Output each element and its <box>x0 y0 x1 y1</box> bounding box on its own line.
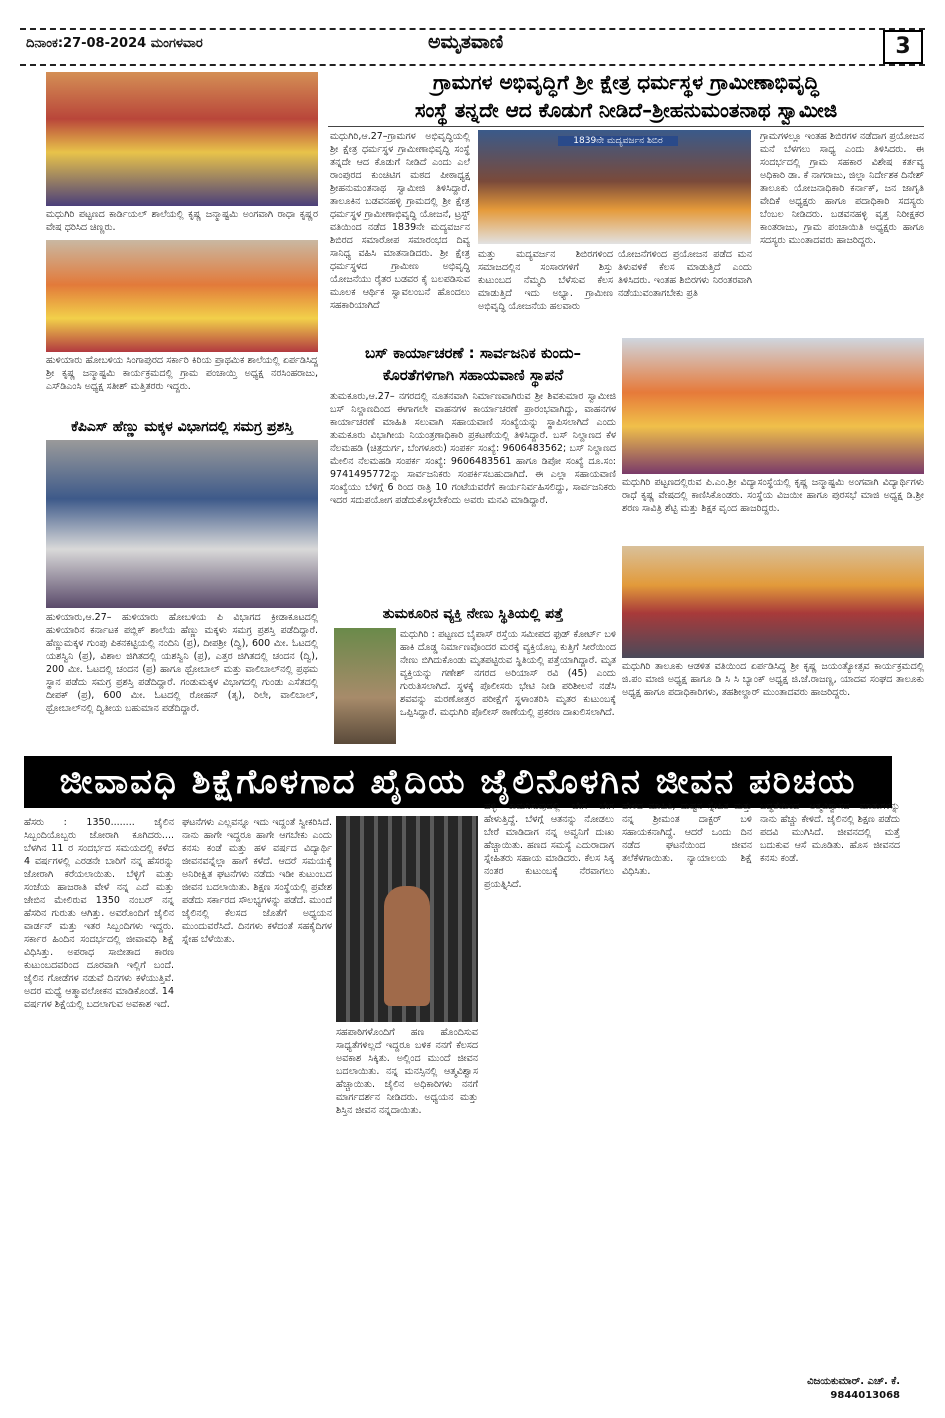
caption-krishna-2: ಹುಳಿಯಾರು ಹೋಬಳಿಯ ಸಿಂಗಾಪುರದ ಸರ್ಕಾರಿ ಕಿರಿಯ ಪ್ರಾಥಮಿಕ ಶಾಲೆಯಲ್ಲಿ ಏರ್ಪಡಿಸಿದ್ದ ಶ್ರೀ ಕೃಷ್ಣ ಜನ್ಮಾಷ್ಟಮಿ ಕಾರ್ಯಕ್ರಮದಲ್ಲಿ ಗ್ರಾಮ ಪಂಚಾಯ್ತಿ ಅಧ್ಯಕ್ಷ ನರಸಿಂಹರಾಜು, ಎಸ್‌ಡಿಎಂಸಿ ಅಧ್ಯಕ್ಷ ಸತೀಶ್ ಮತ್ತಿತರರು ಇದ್ದರು. <box>46 355 318 392</box>
headline-main-line1: ಗ್ರಾಮಗಳ ಅಭಿವೃದ್ಧಿಗೆ ಶ್ರೀ ಕ್ಷೇತ್ರ ಧರ್ಮಸ್ಥಳ ಗ್ರಾಮೀಣಾಭಿವೃದ್ಧಿ <box>433 70 819 94</box>
main-story-col3: ಯೋಜನೆಗಳಿಂದ ಪ್ರಯೋಜನ ಪಡೆದ ಮನ ತಿಳುವಳಿಕೆ ಕೆಲಸ ಮಾಡುತ್ತಿದೆ ಎಂದು ತಿಳಿಸಿದರು. ಇಂತಹ ಶಿಬಿರಗಳು ನಿರಂತರವಾಗಿ ನಡೆಯುವಂತಾಗಬೇಕು ಪ್ರತಿ <box>618 249 752 299</box>
photo-krishna-children-2 <box>46 240 318 352</box>
text-bus-helpline: ತುಮಕೂರು,ಆ.27– ನಗರದಲ್ಲಿ ನೂತನವಾಗಿ ನಿರ್ಮಾಣವಾಗಿರುವ ಶ್ರೀ ಶಿವಕುಮಾರ ಸ್ವಾಮೀಜಿ ಬಸ್ ನಿಲ್ದಾಣದಿಂದ ಈಗಾಗಲೇ ವಾಹನಗಳ ಕಾರ್ಯಾಚರಣೆ ಪ್ರಾರಂಭವಾಗಿದ್ದು, ವಾಹನಗಳ ಕಾರ್ಯಾಚರಣೆ ಮಾಹಿತಿ ಸಲುವಾಗಿ ಸಹಾಯವಾಣಿ ಸಂಖ್ಯೆಯನ್ನು ಸ್ಥಾಪಿಸಲಾಗಿದೆ ಎಂದು ತುಮಕೂರು ವಿಭಾಗೀಯ ನಿಯಂತ್ರಣಾಧಿಕಾರಿ ಪ್ರಕಟಣೆಯಲ್ಲಿ ತಿಳಿಸಿದ್ದಾರೆ. ಬಸ್ ನಿಲ್ದಾಣದ ಕೆಳ ನೆಲಮಹಡಿ (ಚಿತ್ರದುರ್ಗ, ಬೆಂಗಳೂರು) ಸಂಪರ್ಕ ಸಂಖ್ಯೆ: 9606483562; ಬಸ್ ನಿಲ್ದಾಣದ ಮೇಲಿನ ನೆಲಮಹಡಿ ಸಂಪರ್ಕ ಸಂಖ್ಯೆ: 9606483561 ಹಾಗೂ ಡಿಪೋ ಸಂಖ್ಯೆ ದೂ.ಸಂ: 9741495772ನ್ನು ಸಾರ್ವಜನಿಕರು ಸಂಪರ್ಕಿಸಬಹುದಾಗಿದೆ. ಈ ಎಲ್ಲಾ ಸಹಾಯವಾಣಿ ಸಂಖ್ಯೆಯು ಬೆಳಿಗ್ಗೆ 6 ರಿಂದ ರಾತ್ರಿ 10 ಗಂಟೆಯವರೆಗೆ ಕಾರ್ಯನಿರ್ವಹಿಸಲಿದ್ದು, ಸಾರ್ವಜನಿಕರು ಇದರ ಸದುಪಯೋಗ ಪಡೆದುಕೊಳ್ಳಬೇಕೆಂದು ಅವರು ಮನವಿ ಮಾಡಿದ್ದಾರೆ. <box>330 391 616 506</box>
prison-col5: ಹೇಳಿದ ಮಾಹಿತಿ, ದುಷ್ಟನ ಸ್ನೇಹಿತ ಮತ್ತು ನನ್ನ ಶ್ರೀಮಂತ ದಾಕ್ಟರ್ ಬಳಿ ಸಹಾಯಕನಾಗಿದ್ದೆ. ಆದರೆ ಒಂದು ದಿನ ನಡೆದ ಘಟನೆಯಿಂದ ಜೀವನ ತಲೆಕೆಳಗಾಯಿತು. ನ್ಯಾಯಾಲಯ ಶಿಕ್ಷೆ ವಿಧಿಸಿತು. <box>622 801 752 877</box>
prison-col6: ಬದ್ಧತೆಯಿಂದ ಆತ್ಮವಿಶ್ವಾಸದ ಮಾತುಗಳನ್ನು ನಾನು ಹೆಚ್ಚು ಕೇಳಿದೆ. ಜೈಲಿನಲ್ಲಿ ಶಿಕ್ಷಣ ಪಡೆದು ಪದವಿ ಮುಗಿಸಿದೆ. ಜೀವನದಲ್ಲಿ ಮತ್ತೆ ಬದುಕುವ ಆಸೆ ಮೂಡಿತು. ಹೊಸ ಜೀವನದ ಕನಸು ಕಂಡೆ. <box>760 801 900 864</box>
date-line: ದಿನಾಂಕ:27-08-2024 ಮಂಗಳವಾರ <box>26 36 203 51</box>
caption-krishna-jayanti: ಮಧುಗಿರಿ ತಾಲೂಕು ಆಡಳಿತ ವತಿಯಿಂದ ಏರ್ಪಡಿಸಿದ್ದ ಶ್ರೀ ಕೃಷ್ಣ ಜಯಂತ್ಯೋತ್ಸವ ಕಾರ್ಯಕ್ರಮದಲ್ಲಿ ಜಿ.ಪಂ ಮಾಜಿ ಅಧ್ಯಕ್ಷ ಹಾಗೂ ಡಿ ಸಿ ಸಿ ಬ್ಯಾಂಕ್ ಅಧ್ಯಕ್ಷ ಜಿ.ಜೆ.ರಾಜಣ್ಣ, ಯಾದವ ಸಂಘದ ತಾಲೂಕು ಅಧ್ಯಕ್ಷ ಹಾಗೂ ಪದಾಧಿಕಾರಿಗಳು, ತಹಶೀಲ್ದಾರ್ ಮುಂತಾದವರು ಹಾಜರಿದ್ದರು. <box>622 661 924 698</box>
photo-tumkur <box>334 628 396 744</box>
prison-col4: ಹಳ್ಳಿ ಕಾಮನಿಸುವುದಲ್ಲಿ ಬೇಗ ಬೇಗ ಹೇಳುತ್ತಿದ್ದೆ. ಬೆಳಗ್ಗೆ ಆತನನ್ನು ನೋಡಲು ಬೇರೆ ಮಾಡಿದಾಗ ನನ್ನ ಅವ್ವನಿಗೆ ದುಃಖ ಹೆಚ್ಚಾಯಿತು. ಹಣದ ಸಮಸ್ಯೆ ಎದುರಾದಾಗ ಸ್ನೇಹಿತರು ಸಹಾಯ ಮಾಡಿದರು. ಕೆಲಸ ಸಿಕ್ಕ ನಂತರ ಕುಟುಂಬಕ್ಕೆ ನೆರವಾಗಲು ಪ್ರಯತ್ನಿಸಿದೆ. <box>484 801 614 890</box>
photo-kps-students <box>46 440 318 608</box>
byline-name: ವಿಜಯಕುಮಾರ್. ಎಚ್. ಕೆ. <box>807 1376 900 1387</box>
photo-prisoner-bars <box>336 816 478 1022</box>
main-story-col2: ಮತ್ತು ಮದ್ಯವರ್ಜನ ಶಿಬಿರಗಳಿಂದ ಸಮಾಜದಲ್ಲಿನ ಸಂಸಾರಗಳಿಗೆ ಶಿಸ್ತು ಕುಟುಂಬದ ನೆಮ್ಮದಿ ಬೆಳೆಸುವ ಕೆಲಸ ಮಾಡುತ್ತಿದೆ ಇದು ಅಭ್ಯಾ. ಗ್ರಾಮೀಣ ಅಭಿವೃದ್ಧಿ ಯೋಜನೆಯ ಹಲವಾರು <box>478 249 613 312</box>
paper-name: ಅಮೃತವಾಣಿ <box>428 31 504 53</box>
main-story-col1: ಮಧುಗಿರಿ,ಆ.27–ಗ್ರಾಮಗಳ ಅಭಿವೃದ್ಧಿಯಲ್ಲಿ ಶ್ರೀ ಕ್ಷೇತ್ರ ಧರ್ಮಸ್ಥಳ ಗ್ರಾಮೀಣಾಭಿವೃದ್ಧಿ ಸಂಸ್ಥೆ ತನ್ನದೇ ಆದ ಕೊಡುಗೆ ನೀಡಿದೆ ಎಂದು ಎಲೆ ರಾಂಪುರದ ಕುಂಚಿಟಿಗ ಮಠದ ಪೀಠಾಧ್ಯಕ್ಷ ಶ್ರೀಹನುಮಂತನಾಥ ಸ್ವಾಮೀಜಿ ತಿಳಿಸಿದ್ದಾರೆ. ತಾಲೂಕಿನ ಬಡವನಹಳ್ಳಿ ಗ್ರಾಮದಲ್ಲಿ ಶ್ರೀ ಕ್ಷೇತ್ರ ಧರ್ಮಸ್ಥಳ ಗ್ರಾಮೀಣಾಭಿವೃದ್ಧಿ ಯೋಜನೆ, ಟ್ರಸ್ಟ್ ವತಿಯಿಂದ ನಡೆದ 1839ನೇ ಮದ್ಯವರ್ಜನ ಶಿಬಿರದ ಸಮಾರೋಪ ಸಮಾರಂಭದ ದಿವ್ಯ ಸಾನಿಧ್ಯ ವಹಿಸಿ ಮಾತನಾಡಿದರು. ಶ್ರೀ ಕ್ಷೇತ್ರ ಧರ್ಮಸ್ಥಳದ ಗ್ರಾಮೀಣ ಅಭಿವೃದ್ಧಿ ಯೋಜನೆಯು ರೈತರ ಬಡವರ ಕೈ ಬಲಪಡಿಸುವ ಮೂಲಕ ಆರ್ಥಿಕ ಸ್ವಾವಲಂಬನೆ ಹೊಂದಲು ಸಹಕಾರಿಯಾಗಿದೆ <box>330 131 470 311</box>
text-kps-prize: ಹುಳಿಯಾರು,ಆ.27– ಹುಳಿಯಾರು ಹೋಬಳಿಯ ಪಿ ವಿಭಾಗದ ಕ್ರೀಡಾಕೂಟದಲ್ಲಿ ಹುಳಿಯಾರಿನ ಕರ್ನಾಟಕ ಪಬ್ಲಿಕ್ ಶಾಲೆಯ ಹೆಣ್ಣು ಮಕ್ಕಳು ಸಮಗ್ರ ಪ್ರಶಸ್ತಿ ಪಡೆದಿದ್ದಾರೆ. ಹೆಣ್ಣುಮಕ್ಕಳ ಗುಂಪು ಪಿಕನಕಟ್ಟಿಯಲ್ಲಿ ನಂದಿನಿ (ಪ್ರ), ದೀಪಶ್ರೀ (ದ್ವಿ), 600 ಮೀ. ಓಟದಲ್ಲಿ ಯಶಸ್ವಿನಿ (ಪ್ರ), ವಿಶಾಲ ಜಿಗಿತದಲ್ಲಿ ಯಶಸ್ವಿನಿ (ಪ್ರ), ಎತ್ತರ ಜಿಗಿತದಲ್ಲಿ ಚಂದನ (ದ್ವಿ), 200 ಮೀ. ಓಟದಲ್ಲಿ ಚಂದನ (ಪ್ರ) ಹಾಗೂ ಥ್ರೋಬಾಲ್ ಮತ್ತು ವಾಲಿಬಾಲ್‌ನಲ್ಲಿ ಪ್ರಥಮ ಸ್ಥಾನ ಪಡೆದು ಸಮಗ್ರ ಪ್ರಶಸ್ತಿ ಪಡೆದಿದ್ದಾರೆ. ಗಂಡುಮಕ್ಕಳ ವಿಭಾಗದಲ್ಲಿ ಗುಂಡು ಎಸೆತದಲ್ಲಿ ದೀಪಕ್ (ಪ್ರ), 600 ಮೀ. ಓಟದಲ್ಲಿ ರೋಹನ್ (ತೃ), ರಿಲೇ, ವಾಲಿಬಾಲ್, ಥ್ರೋಬಾಲ್‌ನಲ್ಲಿ ದ್ವಿತೀಯ ಬಹುಮಾನ ಪಡೆದಿದ್ದಾರೆ. <box>46 612 318 714</box>
photo-banner-text: 1839ನೇ ಮದ್ಯವರ್ಜನ ಶಿಬಿರ <box>558 136 678 146</box>
byline-phone: 9844013068 <box>830 1390 900 1401</box>
headline-bus-line2: ಕೊರತೆಗಳಿಗಾಗಿ ಸಹಾಯವಾಣಿ ಸ್ಥಾಪನೆ <box>382 366 564 384</box>
page-number: 3 <box>883 30 923 64</box>
photo-krishna-children-1 <box>46 72 318 206</box>
caption-krishna-1: ಮಧುಗಿರಿ ಪಟ್ಟಣದ ಕಾರ್ಡಿಯಲ್ ಶಾಲೆಯಲ್ಲಿ ಕೃಷ್ಣ ಜನ್ಮಾಷ್ಟಮಿ ಅಂಗವಾಗಿ ರಾಧಾ ಕೃಷ್ಣರ ವೇಷ ಧರಿಸಿದ ಚಿಣ್ಣರು. <box>46 209 318 233</box>
prisoner-figure <box>384 886 430 1006</box>
prison-story-banner: ಜೀವಾವಧಿ ಶಿಕ್ಷೆಗೊಳಗಾದ ಖೈದಿಯ ಜೈಲಿನೊಳಗಿನ ಜೀವನ ಪರಿಚಯ <box>24 756 892 808</box>
headline-kps-prize: ಕೆಪಿಎಸ್ ಹೆಣ್ಣು ಮಕ್ಕಳ ವಿಭಾಗದಲ್ಲಿ ಸಮಗ್ರ ಪ್ರಶಸ್ತಿ <box>71 419 293 435</box>
photo-pmshri-krishna <box>622 338 924 474</box>
main-story-col4: ಗ್ರಾಮಗಳಲ್ಲೂ ಇಂತಹ ಶಿಬಿರಗಳ ನಡೆದಾಗ ಪ್ರಯೋಜನ ಮನೆ ಬೆಳಗಲು ಸಾಧ್ಯ ಎಂದು ತಿಳಿಸಿದರು. ಈ ಸಂದರ್ಭದಲ್ಲಿ ಗ್ರಾಮ ಸಹಕಾರ ವಿಶೇಷ ಕರ್ತವ್ಯ ಅಧಿಕಾರಿ ಡಾ. ಕೆ ನಾಗರಾಜು, ಜಿಲ್ಲಾ ನಿರ್ದೇಶಕ ದಿನೇಶ್ ತಾಲೂಕು ಯೋಜನಾಧಿಕಾರಿ ಕರ್ನಾಕ್, ಜನ ಜಾಗೃತಿ ವೇದಿಕೆ ಅಧ್ಯಕ್ಷರು ಹಾಗೂ ಪದಾಧಿಕಾರಿ ಸದಸ್ಯರು ಬೆಂಬಲ ನೀಡಿದರು. ಬಡವನಹಳ್ಳಿ ವೃತ್ತ ನಿರೀಕ್ಷಕರ ಕಾಂತರಾಜು, ಗ್ರಾಮ ಪಂಚಾಯಿತಿ ಅಧ್ಯಕ್ಷರು ಹಾಗೂ ಸದಸ್ಯರು ಮುಂತಾದವರು ಹಾಜರಿದ್ದರು. <box>760 131 924 246</box>
headline-tumkur: ತುಮಕೂರಿನ ವ್ಯಕ್ತಿ ನೇಣು ಸ್ಥಿತಿಯಲ್ಲಿ ಪತ್ತೆ <box>382 606 564 622</box>
text-tumkur: ಮಧುಗಿರಿ : ಪಟ್ಟಣದ ಬೈಪಾಸ್ ರಸ್ತೆಯ ಸಮೀಪದ ಫುಡ್ ಕೋರ್ಟ್ ಬಳಿ ಹಾಕಿ ದೊಡ್ಡ ನಿರ್ಮಾಣವೊಂದರ ಮರಕ್ಕೆ ವ್ಯಕ್ತಿಯೊಬ್ಬ ಕುತ್ತಿಗೆ ಸೀರೆಯಿಂದ ನೇಣು ಬಿಗಿದುಕೊಂಡು ಮೃತಪಟ್ಟಿರುವ ಸ್ಥಿತಿಯಲ್ಲಿ ಪತ್ತೆಯಾಗಿದ್ದಾರೆ. ಮೃತ ವ್ಯಕ್ತಿಯನ್ನು ಗಣೇಶ್ ನಗರದ ಅರಿಯಾಸ್ ರವಿ (45) ಎಂದು ಗುರುತಿಸಲಾಗಿದೆ. ಸ್ಥಳಕ್ಕೆ ಪೊಲೀಸರು ಭೇಟಿ ನೀಡಿ ಪರಿಶೀಲನೆ ನಡೆಸಿ ಶವವನ್ನು ಮರಣೋತ್ತರ ಪರೀಕ್ಷೆಗೆ ಸ್ಥಳಾಂತರಿಸಿ ಮೃತರ ಕುಟುಂಬಕ್ಕೆ ಒಪ್ಪಿಸಿದ್ದಾರೆ. ಮಧುಗಿರಿ ಪೊಲೀಸ್ ಠಾಣೆಯಲ್ಲಿ ಪ್ರಕರಣ ದಾಖಲಿಸಲಾಗಿದೆ. <box>400 629 616 718</box>
caption-pmshri: ಮಧುಗಿರಿ ಪಟ್ಟಣದಲ್ಲಿರುವ ಪಿ.ಎಂ.ಶ್ರೀ ವಿದ್ಯಾಸಂಸ್ಥೆಯಲ್ಲಿ ಕೃಷ್ಣ ಜನ್ಮಾಷ್ಟಮಿ ಅಂಗವಾಗಿ ವಿದ್ಯಾರ್ಥಿಗಳು ರಾಧೆ ಕೃಷ್ಣ ವೇಷದಲ್ಲಿ ಕಾಣಿಸಿಕೊಂಡರು. ಸಂಸ್ಥೆಯ ವಿಜಯೀ ಹಾಗೂ ಪುರಸಭೆ ಮಾಜಿ ಅಧ್ಯಕ್ಷ ಡಿ.ಶ್ರೀ ಶರಣ ಸಾವಿತ್ರಿ ಶೆಟ್ಟಿ ಮತ್ತು ಶಿಕ್ಷಕ ವೃಂದ ಹಾಜರಿದ್ದರು. <box>622 477 924 514</box>
photo-krishna-jayanti <box>622 546 924 658</box>
divider <box>328 126 924 127</box>
prison-col3: ಸಹಪಾಠಿಗಳೊಂದಿಗೆ ಹಣ ಹೊಂದಿಸುವ ಸಾಧ್ಯತೆಗಳಿಲ್ಲದೆ ಇದ್ದರೂ ಬಳಿಕ ನನಗೆ ಕೆಲಸದ ಅವಕಾಶ ಸಿಕ್ಕಿತು. ಅಲ್ಲಿಂದ ಮುಂದೆ ಜೀವನ ಬದಲಾಯಿತು. ನನ್ನ ಮನಸ್ಸಿನಲ್ಲಿ ಆತ್ಮವಿಶ್ವಾಸ ಹೆಚ್ಚಾಯಿತು. ಜೈಲಿನ ಅಧಿಕಾರಿಗಳು ನನಗೆ ಮಾರ್ಗದರ್ಶನ ನೀಡಿದರು. ಅಧ್ಯಯನ ಮತ್ತು ಶಿಸ್ತಿನ ಜೀವನ ನನ್ನದಾಯಿತು. <box>336 1027 478 1116</box>
prison-col1: ಹೆಸರು : 1350........ ಜೈಲಿನ ಸಿಬ್ಬಂದಿಯೊಬ್ಬರು ಜೋರಾಗಿ ಕೂಗಿದರು.... ಬೆಳಗಿನ 11 ರ ಸಂದರ್ಭದ ಸಮಯದಲ್ಲಿ ಕಳೆದ 4 ವರ್ಷಗಳಲ್ಲಿ ಎರಡನೇ ಬಾರಿಗೆ ನನ್ನ ಹೆಸರನ್ನು ಜೋರಾಗಿ ಕರೆಯಲಾಯಿತು. ಬೆಳ್ಳಿಗೆ ಮತ್ತು ಸಂಜೆಯ ಹಾಜರಾತಿ ವೇಳೆ ನನ್ನ ಎದೆ ಮತ್ತು ಜೇಬಿನ ಮೇಲಿರುವ 1350 ನಂಬರ್ ನನ್ನ ಹೆಸರಿನ ಗುರುತು ಆಗಿತ್ತು. ಅವರೊಂದಿಗೆ ಜೈಲಿನ ವಾರ್ಡನ್ ಮತ್ತು ಇತರ ಸಿಬ್ಬಂದಿಗಳು ಇದ್ದರು. ಸರ್ಕಾರ ಹಿಂದಿನ ಸಂದರ್ಭದಲ್ಲಿ ಜೀವಾವಧಿ ಶಿಕ್ಷೆ ವಿಧಿಸಿತ್ತು. ಅಪರಾಧ ಸಾಬೀತಾದ ಕಾರಣ ಕುಟುಂಬದವರಿಂದ ದೂರವಾಗಿ ಇಲ್ಲಿಗೆ ಬಂದೆ. ಜೈಲಿನ ಗೋಡೆಗಳ ನಡುವೆ ದಿನಗಳು ಕಳೆಯುತ್ತಿವೆ. ಅದರ ಮಧ್ಯೆ ಆತ್ಮಾವಲೋಕನ ಮಾಡಿಕೊಂಡೆ. 14 ವರ್ಷಗಳ ಶಿಕ್ಷೆಯಲ್ಲಿ ಬದಲಾಗುವ ಅವಕಾಶ ಇದೆ. <box>24 817 174 1010</box>
prison-col2: ಘಟನೆಗಳು ಎಲ್ಲವನ್ನೂ ಇದು ಇದ್ದಂತೆ ಸ್ವೀಕರಿಸಿದೆ. ನಾನು ಹಾಗೇ ಇದ್ದರೂ ಹಾಗೇ ಆಗಬೇಕು ಎಂದು ಕನಸು ಕಂಡೆ ಮತ್ತು ಹಳ ವರ್ಷದ ವಿದ್ಯಾರ್ಥಿ ಜೀವನವನ್ನೆಲ್ಲಾ ಹಾಗೆ ಕಳೆದೆ. ಆದರೆ ಸಮಯಕ್ಕೆ ಅನಿರೀಕ್ಷಿತ ಘಟನೆಗಳು ನಡೆದು ಇಡೀ ಕುಟುಂಬದ ಜೀವನ ಬದಲಾಯಿತು. ಶಿಕ್ಷಣ ಸಂಸ್ಥೆಯಲ್ಲಿ ಪ್ರವೇಶ ಪಡೆದು ಸರ್ಕಾರದ ಸೌಲಭ್ಯಗಳನ್ನು ಪಡೆದೆ. ಮುಂದೆ ಜೈಲಿನಲ್ಲಿ ಕೆಲಸದ ಜೊತೆಗೆ ಅಧ್ಯಯನ ಮುಂದುವರೆಸಿದೆ. ದಿನಗಳು ಕಳೆದಂತೆ ಸಹಕೈದಿಗಳ ಸ್ನೇಹ ಬೆಳೆಯಿತು. <box>182 817 332 945</box>
headline-main-line2: ಸಂಸ್ಥೆ ತನ್ನದೇ ಆದ ಕೊಡುಗೆ ನೀಡಿದೆ–ಶ್ರೀಹನುಮಂತನಾಥ ಸ್ವಾಮೀಜಿ <box>414 98 838 122</box>
photo-deaddiction-camp <box>478 130 751 244</box>
headline-bus-line1: ಬಸ್ ಕಾರ್ಯಾಚರಣೆ : ಸಾರ್ವಜನಿಕ ಕುಂದು– <box>364 344 582 362</box>
